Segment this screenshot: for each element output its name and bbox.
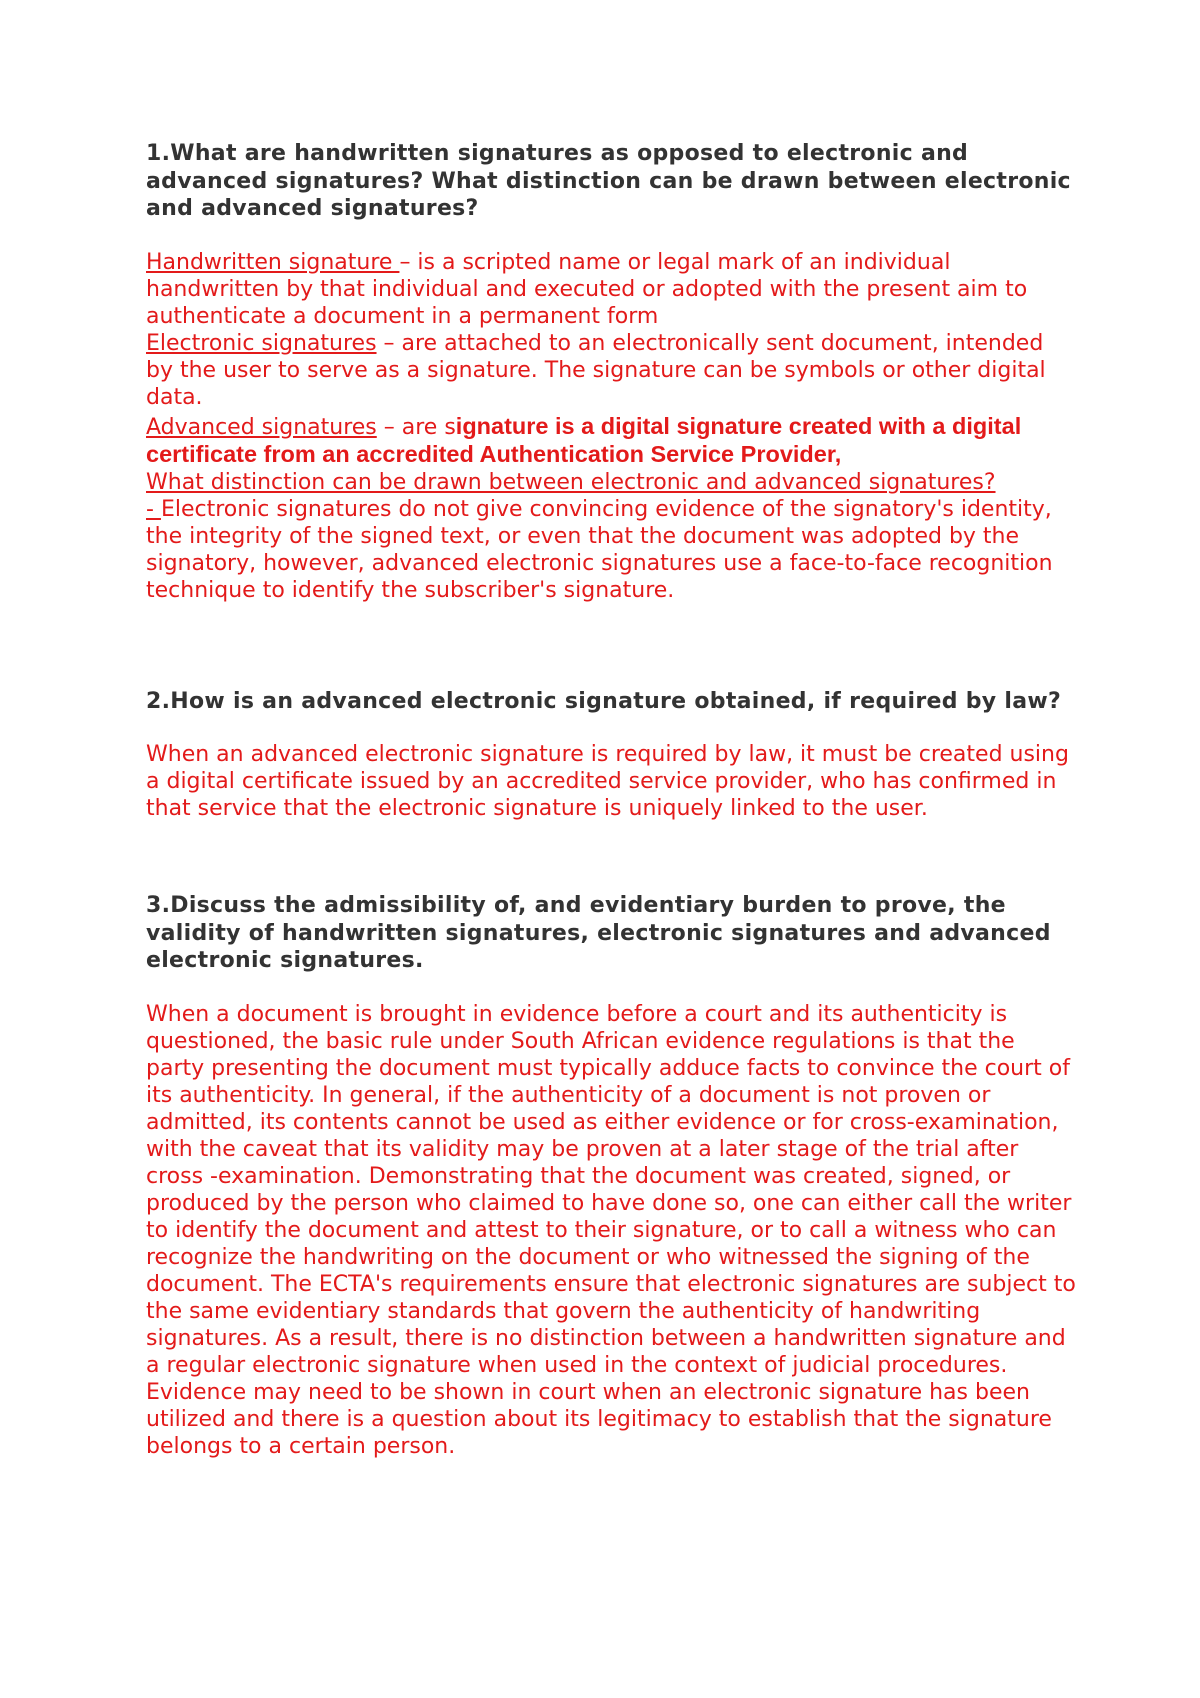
question-3-answer: When a document is brought in evidence before a court and its authenticity is questioned, the basic rule under South African evidence regulations is that the party presenting the document must typically adduce facts to convince the court of its authenticity. In general, if the authenticity of a document is not proven or admitted, its contents cannot be used as either evidence or for cross-examination, with the caveat that its validity may be proven at a later stage of the trial after cross -examination. Demonstrating that the document was created, signed, or produced by the person who claimed to have done so, one can either call the writer to identify the document and attest to their signature, or to call a witness who can recognize the handwriting on the document or who witnessed the signing of the document. The ECTA's requirements ensure that electronic signatures are subject to the same evidentiary standards that govern the authenticity of handwriting signatures. As a result, there is no distinction between a handwritten signature and a regular electronic signature when used in the context of judicial procedures. Evidence may need to be shown in court when an electronic signature has been utilized and there is a question about its legitimacy to establish that the signature belongs to a certain person. [146,1001,1076,1459]
electronic-signature-term: Electronic signatures [146,330,377,356]
document-page [146,140,1076,1460]
electronic-signature-definition [146,330,1076,411]
advanced-signature-term: Advanced signatures [146,414,377,440]
handwritten-signature-definition [146,249,1076,330]
question-1-heading: 1.What are handwritten signatures as opposed to electronic and advanced signatures? What distinction can be drawn between electronic and advanced signatures? [146,141,1071,221]
advanced-signature-text: ignature is a digital signature created with a digital certificate from an accredited Authentication Service Provider, [146,412,1022,467]
advanced-signature-definition [146,413,1076,469]
handwritten-signature-text: – is a scripted name or legal mark of an individual handwritten by that individual and executed or adopted with the present aim to authenticate a document in a permanent form [146,249,1028,329]
distinction-answer: Electronic signatures do not give convincing evidence of the signatory's identity, the integrity of the signed text, or even that the document was adopted by the signatory, however, advanced electronic signatures use a face-to-face recognition technique to identify the subscriber's signature. [146,496,1053,603]
distinction-question: What distinction can be drawn between electronic and advanced signatures? [146,469,996,495]
question-3-heading: 3.Discuss the admissibility of, and evidentiary burden to prove, the validity of handwritten signatures, electronic signatures and advanced electronic signatures. [146,893,1051,973]
question-2-heading: 2.How is an advanced electronic signature obtained, if required by law? [146,688,1062,714]
question-2-answer: When an advanced electronic signature is required by law, it must be created using a digital certificate issued by an accredited service provider, who has confirmed in that service that the electronic signature is uniquely linked to the user. [146,742,1069,821]
advanced-signature-prefix: – are s [376,414,456,440]
distinction-dash: - [146,496,161,522]
electronic-signature-text: – are attached to an electronically sent document, intended by the user to serve as a signature. The signature can be symbols or other digital data. [146,330,1046,410]
distinction-block [146,469,1076,604]
handwritten-signature-term: Handwritten signature [146,249,400,275]
